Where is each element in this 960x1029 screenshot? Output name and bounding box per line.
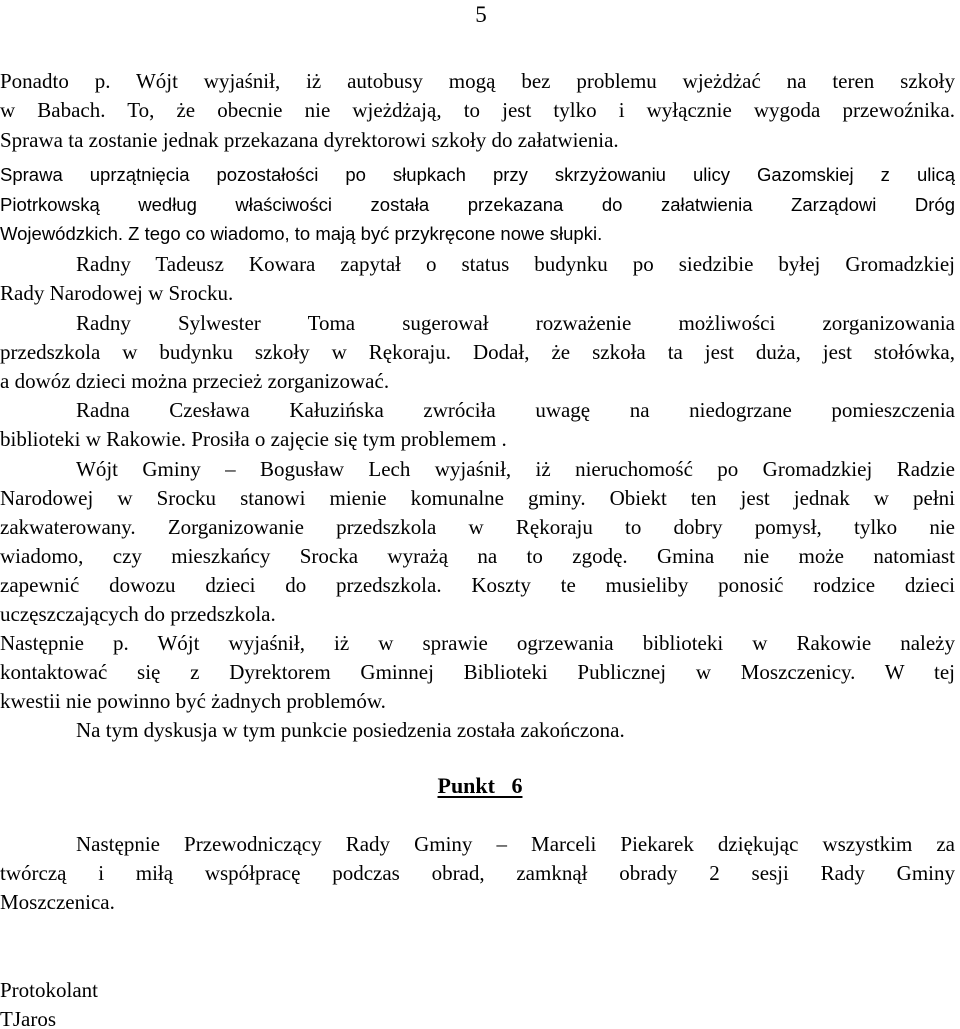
body-line-6: Wojewódzkich. Z tego co wiadomo, to mają być przykręcone nowe słupki. bbox=[0, 223, 603, 244]
body-line-14: Wójt Gminy – Bogusław Lech wyjaśnił, iż nieruchomość po Gromadzkiej Radzie bbox=[76, 457, 955, 481]
closing-line-3: Moszczenica. bbox=[0, 890, 115, 914]
body-line-15: Narodowej w Srocku stanowi mienie komunalne gminy. Obiekt ten jest jednak w pełni bbox=[0, 486, 955, 510]
section-heading-text: Punkt 6 bbox=[437, 773, 523, 798]
body-line-17: wiadomo, czy mieszkańcy Srocka wyrażą na to zgodę. Gmina nie może natomiast bbox=[0, 544, 955, 568]
body-line-4: Sprawa uprzątnięcia pozostałości po słupkach przy skrzyżowaniu ulicy Gazomskiej z ulicą bbox=[0, 164, 955, 185]
section-heading bbox=[0, 771, 960, 801]
body-line-10: przedszkola w budynku szkoły w Rękoraju. Dodał, że szkoła ta jest duża, jest stołówka, bbox=[0, 340, 955, 364]
page-number: 5 bbox=[475, 2, 487, 27]
body-line-12: Radna Czesława Kałuzińska zwróciła uwagę na niedogrzane pomieszczenia bbox=[76, 398, 955, 422]
body-line-8: Rady Narodowej w Srocku. bbox=[0, 281, 234, 305]
signature-role: Protokolant bbox=[0, 978, 98, 1002]
body-line-9: Radny Sylwester Toma sugerował rozważenie możliwości zorganizowania bbox=[76, 311, 955, 335]
body-line-21: kontaktować się z Dyrektorem Gminnej Biblioteki Publicznej w Moszczenicy. W tej bbox=[0, 660, 955, 684]
body-line-11: a dowóz dzieci można przecież zorganizować. bbox=[0, 369, 390, 393]
body-line-2: w Babach. To, że obecnie nie wjeżdżają, to jest tylko i wyłącznie wygoda przewoźnika. bbox=[0, 98, 955, 122]
closing-line-2: twórczą i miłą współpracę podczas obrad, zamknął obrady 2 sesji Rady Gminy bbox=[0, 861, 955, 885]
body-line-20: Następnie p. Wójt wyjaśnił, iż w sprawie ogrzewania biblioteki w Rakowie należy bbox=[0, 631, 955, 655]
signature-name: TJaros bbox=[0, 1007, 56, 1029]
body-line-19: uczęszczających do przedszkola. bbox=[0, 602, 276, 626]
body-line-23: Na tym dyskusja w tym punkcie posiedzenia została zakończona. bbox=[76, 718, 625, 742]
body-line-16: zakwaterowany. Zorganizowanie przedszkola w Rękoraju to dobry pomysł, tylko nie bbox=[0, 515, 955, 539]
body-line-18: zapewnić dowozu dzieci do przedszkola. Koszty te musieliby ponosić rodzice dzieci bbox=[0, 573, 955, 597]
body-line-3: Sprawa ta zostanie jednak przekazana dyrektorowi szkoły do załatwienia. bbox=[0, 128, 619, 152]
body-line-1: Ponadto p. Wójt wyjaśnił, iż autobusy mogą bez problemu wjeżdżać na teren szkoły bbox=[0, 69, 955, 93]
body-line-22: kwestii nie powinno być żadnych problemów. bbox=[0, 689, 386, 713]
body-line-7: Radny Tadeusz Kowara zapytał o status budynku po siedzibie byłej Gromadzkiej bbox=[76, 252, 955, 276]
body-line-13: biblioteki w Rakowie. Prosiła o zajęcie się tym problemem . bbox=[0, 427, 507, 451]
body-line-5: Piotrkowską według właściwości została przekazana do załatwienia Zarządowi Dróg bbox=[0, 194, 955, 215]
closing-line-1: Następnie Przewodniczący Rady Gminy – Marceli Piekarek dziękując wszystkim za bbox=[76, 832, 955, 856]
